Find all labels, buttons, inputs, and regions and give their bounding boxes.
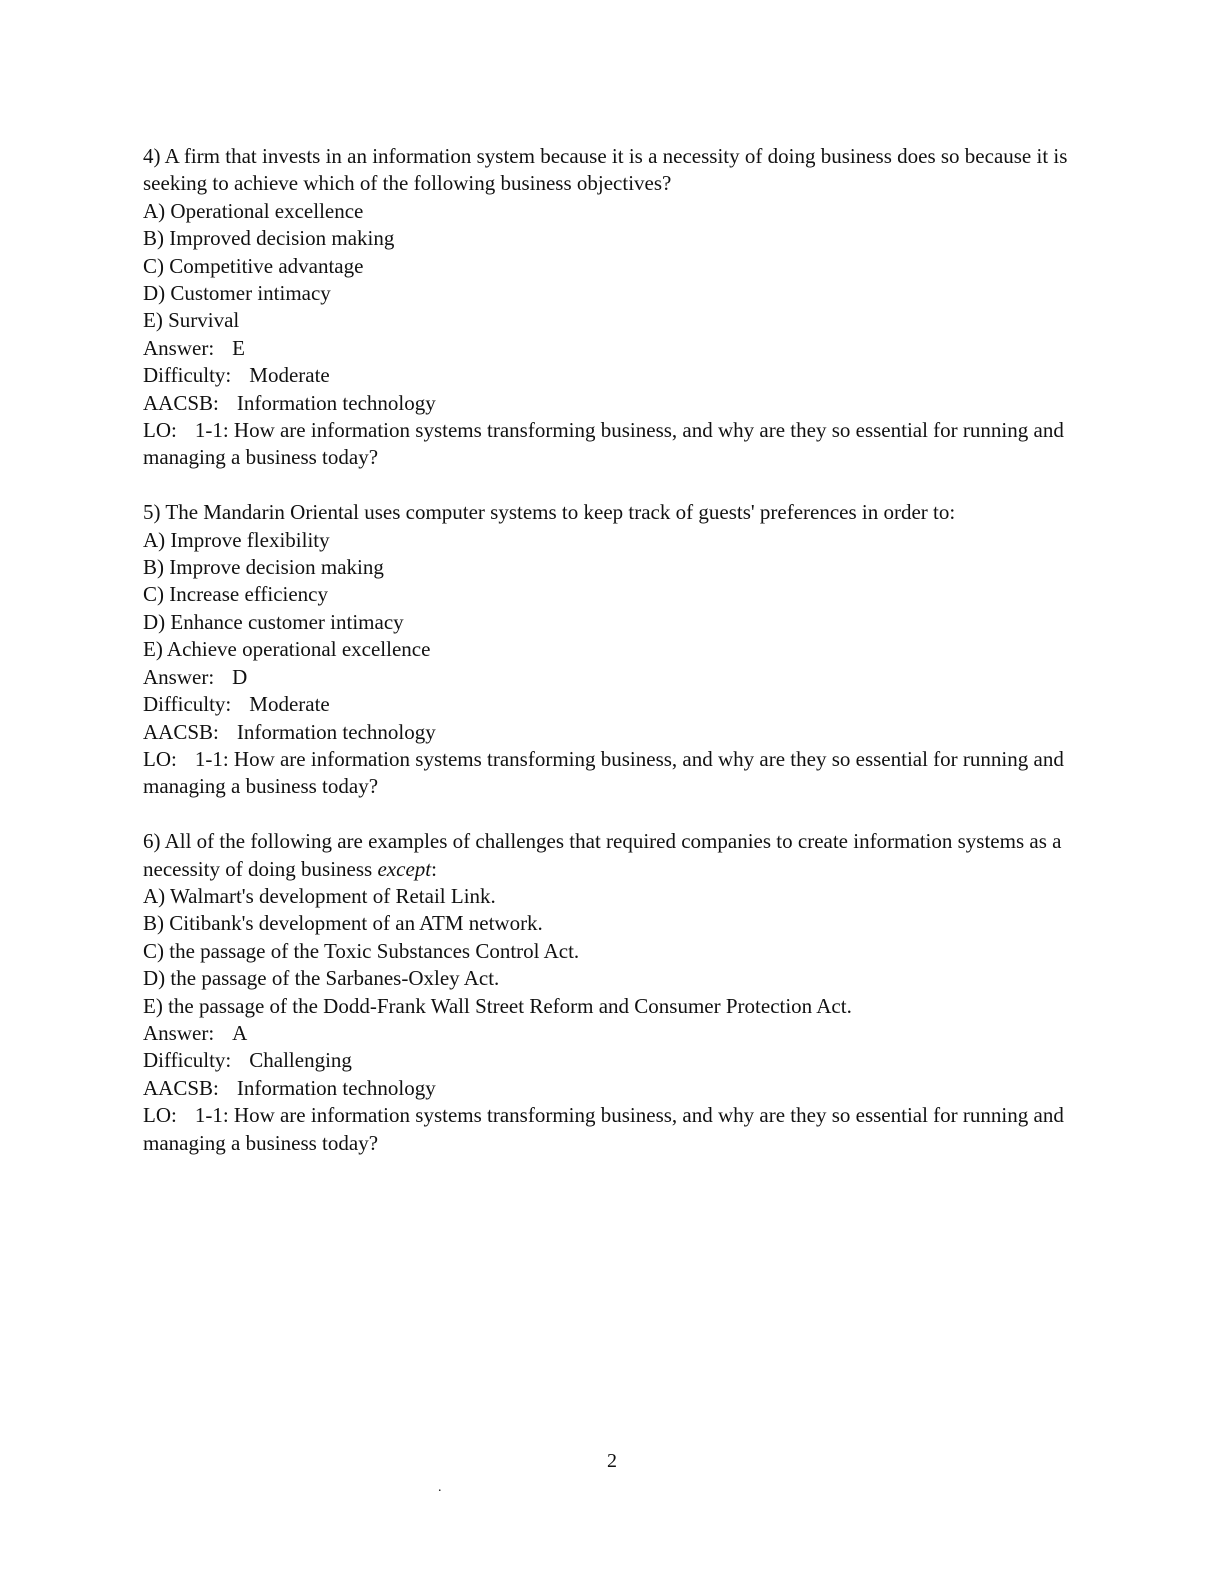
lo-label: LO: (143, 746, 177, 771)
difficulty-line (143, 691, 1083, 718)
option-c: C) the passage of the Toxic Substances Control Act. (143, 938, 580, 963)
answer-label: Answer: (143, 335, 215, 360)
lo-value: 1-1: How are information systems transforming business, and why are they so essential for running and managing a business today? (143, 1103, 1070, 1155)
option-a: A) Improve flexibility (143, 527, 330, 552)
question-stem (143, 828, 1083, 883)
option-c: C) Increase efficiency (143, 582, 329, 607)
lo-line (143, 1102, 1083, 1157)
option-e: E) Survival (143, 308, 240, 333)
question-stem-text: 6) All of the following are examples of challenges that required companies to create information systems as a necessity of doing business (143, 829, 1062, 881)
aacsb-label: AACSB: (143, 390, 219, 415)
question-block-4 (143, 143, 1083, 472)
answer-value: D (232, 664, 248, 689)
option-b: B) Improved decision making (143, 226, 395, 251)
question-stem (143, 499, 1083, 526)
answer-label: Answer: (143, 1020, 215, 1045)
difficulty-line (143, 1047, 1083, 1074)
question-stem-emphasis: except (377, 856, 432, 881)
lo-line (143, 417, 1083, 472)
option-d: D) Customer intimacy (143, 281, 331, 306)
lo-value: 1-1: How are information systems transforming business, and why are they so essential for running and managing a business today? (143, 418, 1070, 470)
answer-line (143, 664, 1083, 691)
question-stem-text: 4) A firm that invests in an information system because it is a necessity of doing business does so because it is seeking to achieve which of the following business objectives? (143, 144, 1068, 196)
footer-mark: . (438, 1480, 442, 1495)
option-a: A) Walmart's development of Retail Link. (143, 883, 496, 908)
option-d: D) the passage of the Sarbanes-Oxley Act. (143, 966, 500, 991)
question-block-6 (143, 828, 1083, 1157)
difficulty-label: Difficulty: (143, 692, 232, 717)
aacsb-line (143, 719, 1083, 746)
lo-value: 1-1: How are information systems transforming business, and why are they so essential for running and managing a business today? (143, 746, 1070, 799)
option-e: E) the passage of the Dodd-Frank Wall Street Reform and Consumer Protection Act. (143, 993, 852, 1018)
question-stem-text: 5) The Mandarin Oriental uses computer systems to keep track of guests' preferences in order to: (143, 500, 956, 525)
option-c: C) Competitive advantage (143, 253, 364, 278)
aacsb-value: Information technology (236, 1075, 436, 1100)
aacsb-value: Information technology (236, 719, 436, 744)
aacsb-line (143, 390, 1083, 417)
aacsb-line (143, 1075, 1083, 1102)
answer-value: E (232, 335, 245, 360)
question-stem (143, 143, 1083, 198)
question-block-5 (143, 499, 1083, 800)
difficulty-value: Moderate (249, 692, 330, 717)
answer-line (143, 335, 1083, 362)
answer-label: Answer: (143, 664, 215, 689)
difficulty-value: Moderate (249, 363, 330, 388)
question-stem-suffix: : (431, 856, 437, 881)
aacsb-label: AACSB: (143, 1075, 219, 1100)
lo-label: LO: (143, 1103, 177, 1128)
option-e: E) Achieve operational excellence (143, 637, 431, 662)
lo-label: LO: (143, 418, 177, 443)
question-list (143, 143, 1083, 1184)
answer-value: A (232, 1020, 248, 1045)
answer-line (143, 1020, 1083, 1047)
option-b: B) Improve decision making (143, 555, 384, 580)
lo-line (143, 746, 1083, 801)
difficulty-line (143, 362, 1083, 389)
difficulty-label: Difficulty: (143, 363, 232, 388)
difficulty-label: Difficulty: (143, 1048, 232, 1073)
page-number: 2 (607, 1450, 617, 1472)
difficulty-value: Challenging (249, 1048, 352, 1073)
option-d: D) Enhance customer intimacy (143, 609, 404, 634)
aacsb-value: Information technology (236, 390, 436, 415)
option-b: B) Citibank's development of an ATM network. (143, 911, 543, 936)
option-a: A) Operational excellence (143, 198, 364, 223)
aacsb-label: AACSB: (143, 719, 219, 744)
